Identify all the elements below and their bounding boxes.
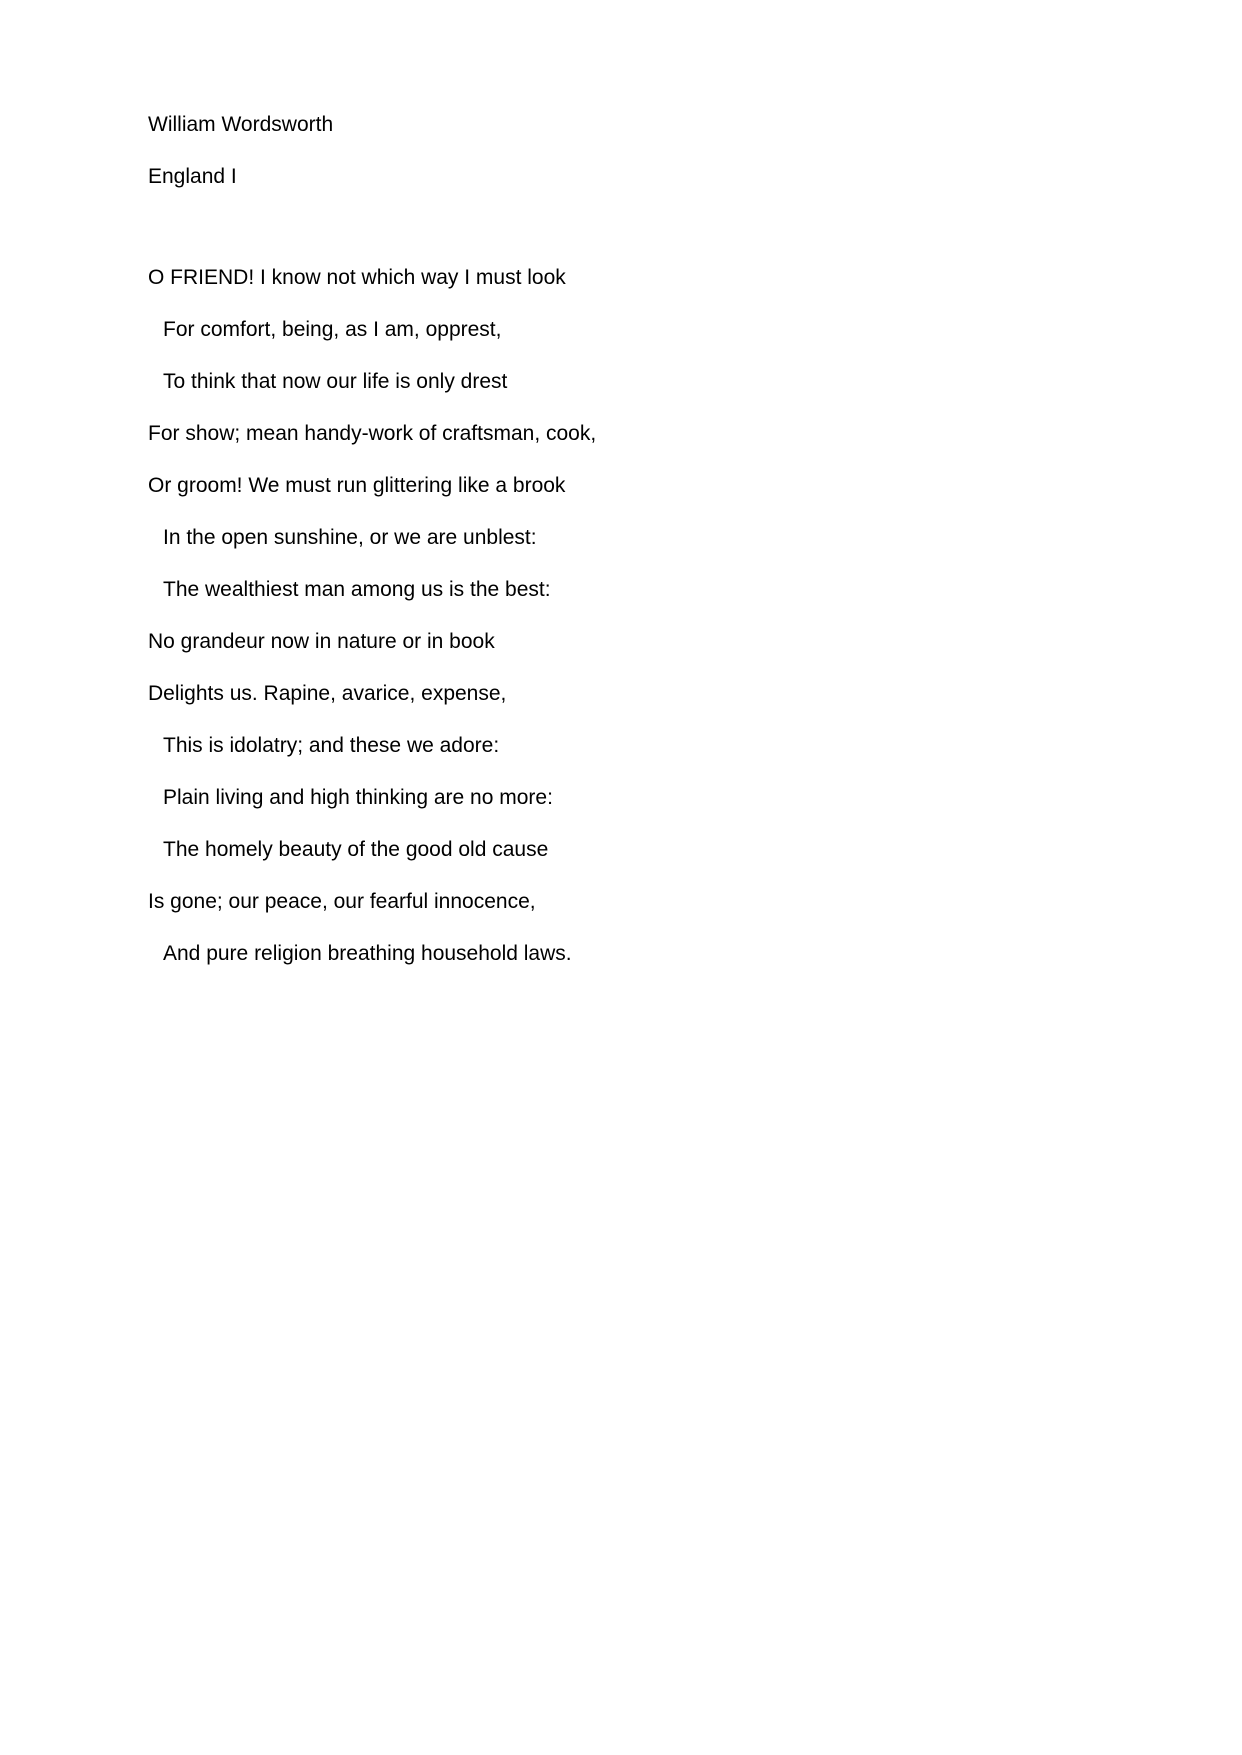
poem-line: In the open sunshine, or we are unblest: (163, 526, 537, 549)
poem-line: Delights us. Rapine, avarice, expense, (148, 682, 507, 705)
poem-title: England I (148, 165, 237, 188)
poem-line: The homely beauty of the good old cause (163, 838, 549, 861)
poem-line: O FRIEND! I know not which way I must look (148, 266, 566, 289)
poem-line: Plain living and high thinking are no more: (163, 786, 553, 809)
poem-line: Or groom! We must run glittering like a brook (148, 474, 566, 497)
poem-line: To think that now our life is only drest (163, 370, 508, 393)
poem-line: This is idolatry; and these we adore: (163, 734, 500, 757)
poem-line: No grandeur now in nature or in book (148, 630, 495, 653)
poem-line: For comfort, being, as I am, opprest, (163, 318, 502, 341)
poem-line: The wealthiest man among us is the best: (163, 578, 551, 601)
poem-line: And pure religion breathing household laws. (163, 942, 572, 965)
poem-line: For show; mean handy-work of craftsman, cook, (148, 422, 597, 445)
author-name: William Wordsworth (148, 113, 334, 136)
poem-line: Is gone; our peace, our fearful innocence, (148, 890, 536, 913)
